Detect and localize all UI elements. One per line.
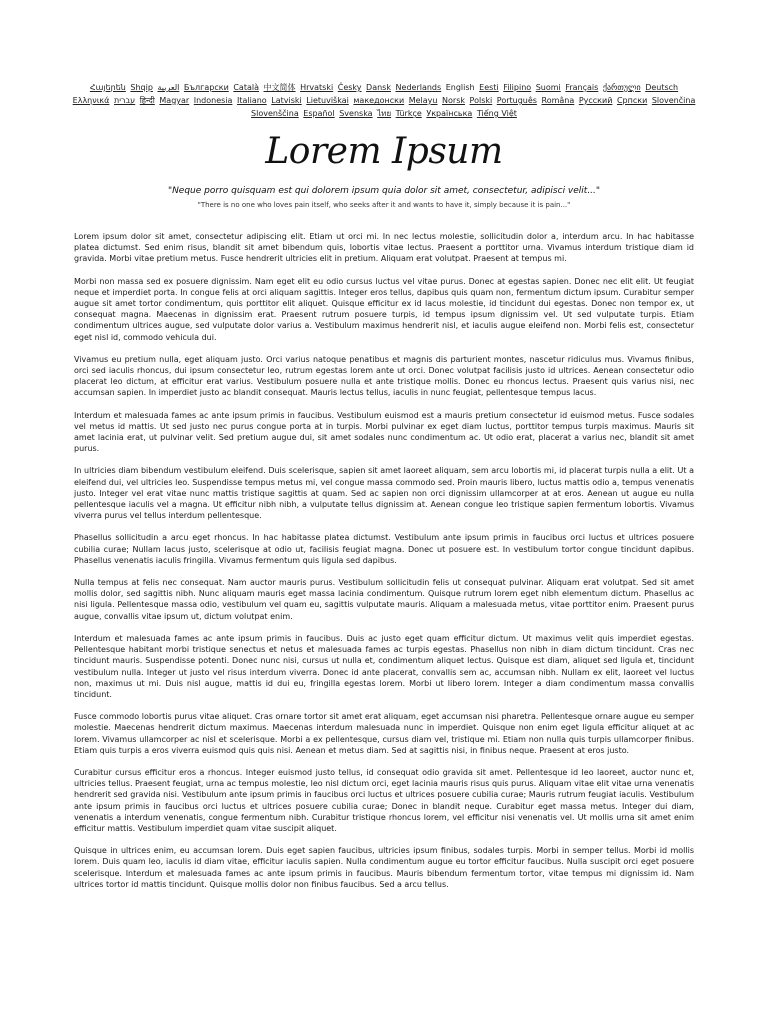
language-link[interactable]: Magyar: [159, 96, 190, 105]
paragraph: In ultricies diam bibendum vestibulum eleifend. Duis scelerisque, sapien sit amet laoreet aliquam, sem arcu lobortis mi, id placerat turpis nulla a elit. Ut a eleifend dui, vel ultricies leo. Suspendisse tempus metus mi, vel congue massa commodo sed. Proin mauris libero, luctus mattis odio a, tempus venenatis justo. Integer vel erat vitae nunc mattis tristique sagittis at quam. Sed ac sapien non orci dignissim ullamcorper at at eros. Aenean ut augue eu nulla pellentesque iaculis vel a magna. Ut efficitur nibh nibh, a vulputate tellus dignissim at. Aenean congue leo tristique sapien fermentum lobortis. Vivamus viverra purus vel tellus interdum pellentesque.: [74, 466, 694, 521]
language-link[interactable]: Italiano: [236, 96, 267, 105]
language-link[interactable]: Български: [183, 83, 229, 92]
page-title: Lorem Ipsum: [265, 131, 503, 172]
paragraph: Lorem ipsum dolor sit amet, consectetur adipiscing elit. Etiam ut orci mi. In nec lectus molestie, sollicitudin dolor a, interdum arcu. In hac habitasse platea dictumst. Sed enim risus, blandit sit amet bibendum quis, lobortis vitae lectus. Praesent a porttitor urna. Vivamus interdum tristique diam id gravida. Morbi vitae pretium metus. Fusce hendrerit ultricies elit in pretium. Aliquam erat volutpat. Praesent at tempus mi.: [74, 232, 694, 264]
language-links: [70, 81, 698, 120]
language-link[interactable]: العربية: [157, 83, 180, 92]
language-link[interactable]: Filipino: [503, 83, 532, 92]
language-link[interactable]: Dansk: [366, 83, 391, 92]
paragraph: Vivamus eu pretium nulla, eget aliquam justo. Orci varius natoque penatibus et magnis dis parturient montes, nascetur ridiculus mus. Vivamus finibus, orci sed iaculis rhoncus, dui ipsum consectetur leo, rutrum egestas lorem ante ut orci. Donec volutpat facilisis justo id ultrices. Aenean consectetur odio placerat leo dictum, at efficitur erat varius. Vestibulum posuere nulla et ante tristique mollis. Donec eu rhoncus lectus. Praesent quis varius nisi, nec accumsan sapien. In imperdiet justo ac blandit consequat. Mauris lectus tellus, iaculis in nunc feugiat, pellentesque tempus lacus.: [74, 354, 694, 398]
language-link[interactable]: Tiếng Việt: [476, 109, 517, 118]
language-link[interactable]: Suomi: [535, 83, 561, 92]
language-link[interactable]: Slovenščina: [251, 109, 299, 118]
language-link[interactable]: Polski: [469, 96, 493, 105]
language-link[interactable]: 中文简体: [263, 83, 296, 92]
language-link[interactable]: Shqip: [130, 83, 153, 92]
language-link[interactable]: Româna: [541, 96, 575, 105]
language-link[interactable]: Català: [233, 83, 259, 92]
language-link[interactable]: Հայերեն: [89, 83, 126, 92]
language-link[interactable]: Eesti: [479, 83, 499, 92]
language-link[interactable]: Deutsch: [645, 83, 679, 92]
paragraph: Nulla tempus at felis nec consequat. Nam auctor mauris purus. Vestibulum sollicitudin felis ut consequat pulvinar. Aliquam erat volutpat. Sed sit amet mollis dolor, sed sagittis nibh. Nunc aliquam mauris eget massa lacinia condimentum. Quisque rutrum lorem eget nibh elementum dictum. Phasellus ac nisi ligula. Pellentesque massa odio, vestibulum vel quam eu, sagittis vulputate mauris. Aliquam a malesuada metus, vitae porttitor enim. Praesent purus augue, convallis vitae ipsum ut, dictum volutpat enim.: [74, 578, 694, 621]
language-link: English: [445, 83, 475, 92]
lorem-content: [74, 231, 694, 901]
language-link[interactable]: Lietuviškai: [306, 96, 349, 105]
language-link[interactable]: Français: [565, 83, 599, 92]
language-link[interactable]: Pyccкий: [578, 96, 613, 105]
language-link[interactable]: ไทย: [377, 109, 392, 118]
language-link[interactable]: Melayu: [408, 96, 438, 105]
paragraph: Phasellus sollicitudin a arcu eget rhoncus. In hac habitasse platea dictumst. Vestibulum ante ipsum primis in faucibus orci luctus et ultrices posuere cubilia curae; Nullam lacus justo, scelerisque at odio ut, facilisis feugiat magna. Donec ut posuere est. In vestibulum tortor congue tincidunt dapibus. Phasellus venenatis iaculis fringilla. Vivamus fermentum quis ligula sed dapibus.: [74, 533, 694, 565]
language-link[interactable]: Norsk: [442, 96, 465, 105]
language-link[interactable]: ქართული: [602, 83, 641, 92]
english-quote: "There is no one who loves pain itself, who seeks after it and wants to have it, simply because it is pain...": [197, 201, 571, 209]
paragraph: Curabitur cursus efficitur eros a rhoncus. Integer euismod justo tellus, id consequat odio gravida sit amet. Pellentesque id leo laoreet, auctor nunc et, ultricies tellus. Praesent feugiat, urna ac tempus molestie, leo nisl dictum orci, eget lacinia mauris risus quis purus. Aliquam vitae elit vitae urna venenatis hendrerit sed gravida nisi. Vestibulum ante ipsum primis in faucibus orci luctus et ultrices posuere cubilia curae; Mauris rutrum feugiat iaculis. Vestibulum ante ipsum primis in faucibus orci luctus et ultrices posuere cubilia curae; Donec in blandit neque. Curabitur eget massa metus. Integer dui diam, venenatis a interdum venenatis, congue fermentum nibh. Curabitur tristique rhoncus lorem, vel efficitur nisi venenatis vel. Ut mollis urna sit amet enim efficitur mattis. Vestibulum imperdiet quam vitae suscipit aliquet.: [74, 767, 694, 833]
language-link[interactable]: Українська: [426, 109, 473, 118]
language-link[interactable]: Hrvatski: [300, 83, 334, 92]
language-link[interactable]: Türkçe: [395, 109, 422, 118]
latin-quote: "Neque porro quisquam est qui dolorem ipsum quia dolor sit amet, consectetur, adipisci velit...": [167, 186, 601, 196]
language-link[interactable]: Nederlands: [395, 83, 442, 92]
language-link[interactable]: Česky: [337, 83, 362, 92]
language-link[interactable]: Indonesia: [193, 96, 233, 105]
language-link[interactable]: Српски: [616, 96, 648, 105]
language-link[interactable]: हिन्दी: [139, 96, 155, 105]
language-link[interactable]: עברית: [113, 96, 136, 105]
language-link[interactable]: Svenska: [339, 109, 373, 118]
paragraph: Interdum et malesuada fames ac ante ipsum primis in faucibus. Duis ac justo eget quam efficitur dictum. Ut maximus velit quis imperdiet egestas. Pellentesque habitant morbi tristique senectus et netus et malesuada fames ac turpis egestas. Phasellus non nibh in diam dictum tincidunt. Cras nec tincidunt mauris. Suspendisse potenti. Donec nunc nisi, cursus ut nulla et, condimentum aliquet lectus. Quisque est diam, aliquet sed ligula et, tincidunt vestibulum nulla. Integer ut justo vel risus interdum viverra. Donec id ante placerat, convallis sem ac, accumsan nibh. Nullam ex elit, laoreet vel luctus non, maximus ut mi. Duis nisl augue, mattis id dui eu, fringilla egestas lorem. Morbi ut libero lorem. Integer a diam condimentum massa convallis tincidunt.: [74, 633, 694, 699]
language-link[interactable]: Slovenčina: [651, 96, 696, 105]
language-link[interactable]: Português: [496, 96, 537, 105]
paragraph: Quisque in ultrices enim, eu accumsan lorem. Duis eget sapien faucibus, ultricies ipsum finibus, sodales turpis. Morbi in semper tellus. Morbi id mollis lorem. Duis quam leo, iaculis id diam vitae, efficitur iaculis sapien. Nulla condimentum augue eu tortor efficitur faucibus. Nulla suscipit orci eget posuere scelerisque. Interdum et malesuada fames ac ante ipsum primis in faucibus. Mauris bibendum fermentum tortor, vitae tempus mi dignissim id. Nam ultrices tortor id mattis tincidunt. Quisque mollis dolor non finibus faucibus. Sed a arcu tellus.: [74, 846, 694, 889]
language-link[interactable]: Ελληνικά: [72, 96, 110, 105]
language-link[interactable]: Latviski: [271, 96, 302, 105]
language-link[interactable]: македонски: [353, 96, 405, 105]
paragraph: Morbi non massa sed ex posuere dignissim. Nam eget elit eu odio cursus luctus vel vitae purus. Donec at egestas sapien. Donec nec elit elit. Ut feugiat neque et imperdiet porta. In congue felis at orci aliquam sagittis. Integer eros tellus, dapibus quis quam non, fermentum dictum ipsum. Curabitur semper augue sit amet tortor condimentum, quis porttitor elit aliquet. Quisque efficitur ex id lacus molestie, id tincidunt dui egestas. Donec non tempor ex, ut consequat magna. Maecenas in dignissim erat. Praesent rutrum posuere turpis, id tempus ipsum dignissim vel. Ut sed vulputate turpis. Etiam condimentum ultrices augue, sed vulputate dolor varius a. Vestibulum maximus hendrerit nisl, et iaculis augue eleifend non. Morbi felis est, consectetur eget nisl id, commodo vehicula dui.: [74, 276, 694, 342]
paragraph: Fusce commodo lobortis purus vitae aliquet. Cras ornare tortor sit amet erat aliquam, eget accumsan nisi pharetra. Pellentesque ornare augue eu semper molestie. Maecenas hendrerit dictum maximus. Maecenas interdum malesuada nunc in imperdiet. Quisque non enim eget ligula efficitur aliquet at ac lorem. Vivamus ullamcorper ac nisl et scelerisque. Morbi a ex pellentesque, cursus diam vel, tristique mi. Etiam non nulla quis turpis ullamcorper finibus. Etiam quis turpis a eros viverra euismod quis quis nisi. Aenean et metus diam. Sed at sagittis nisi, in finibus neque. Praesent at eros justo.: [74, 712, 694, 755]
paragraph: Interdum et malesuada fames ac ante ipsum primis in faucibus. Vestibulum euismod est a mauris pretium consectetur id euismod metus. Fusce sodales vel metus id mattis. Ut sed justo nec purus congue porta at in turpis. Morbi pulvinar ex eget diam luctus, porttitor tempus turpis maximus. Mauris sit amet lacinia erat, ut pulvinar velit. Sed pretium augue dui, sit amet sodales nunc condimentum ac. Ut odio erat, placerat a varius nec, blandit sit amet purus.: [74, 410, 694, 454]
language-link[interactable]: Español: [303, 109, 335, 118]
